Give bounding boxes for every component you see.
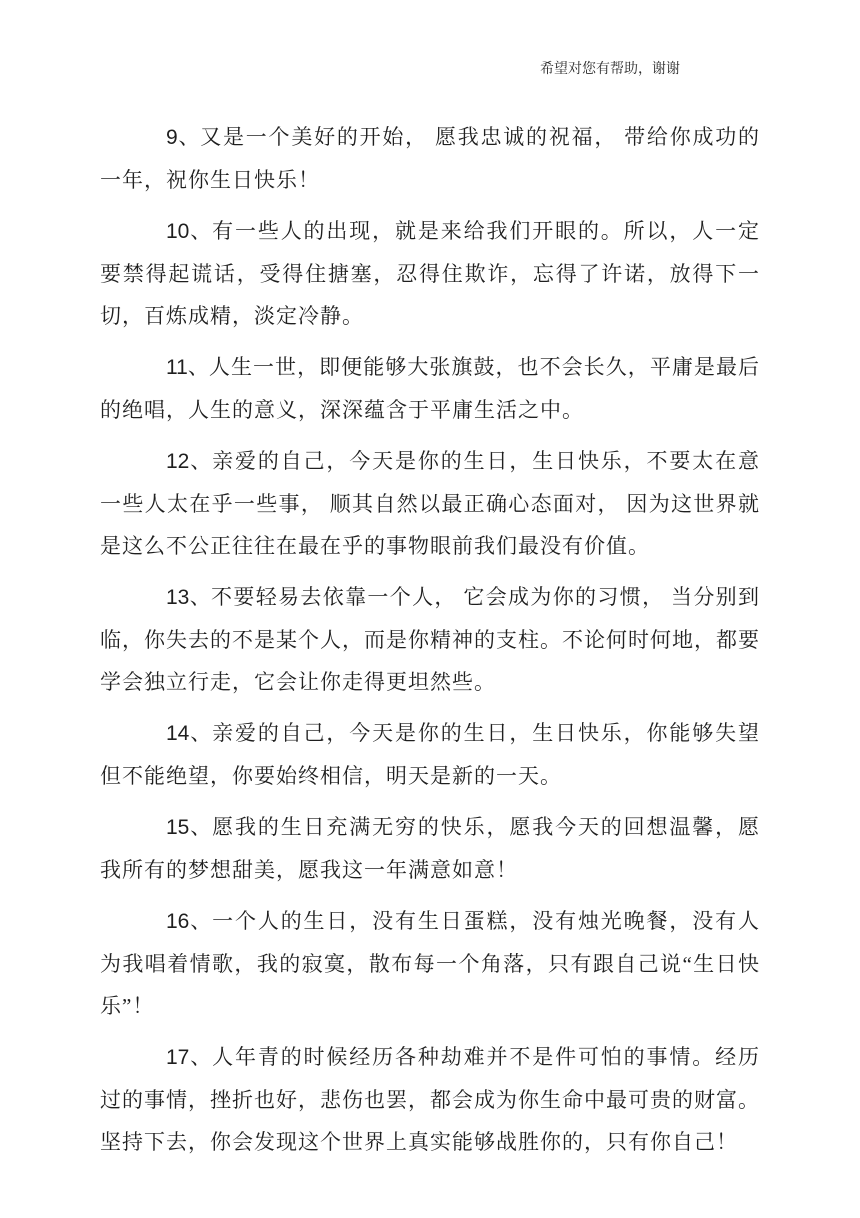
item-text: 一个人的生日，没有生日蛋糕，没有烛光晚餐，没有人为我唱着情歌，我的寂寞，散布每一个角落，只有跟自己说“生日快乐”！ [100,909,761,1018]
item-text: 亲爱的自己，今天是你的生日，生日快乐，你能够失望但不能绝望，你要始终相信，明天是新的一天。 [100,721,761,788]
item-text: 有一些人的出现，就是来给我们开眼的。所以，人一定要禁得起谎话，受得住搪塞，忍得住欺诈，忘得了许诺，放得下一切，百炼成精，淡定冷静。 [100,219,761,328]
paragraph-item-9 [100,116,760,201]
paragraph-item-12 [100,440,760,567]
paragraph-item-16 [100,900,760,1027]
item-text: 人生一世，即便能够大张旗鼓，也不会长久，平庸是最后的绝唱，人生的意义，深深蕴含于平庸生活之中。 [100,355,761,422]
paragraph-item-11 [100,346,760,431]
paragraph-item-14 [100,712,760,797]
item-number: 12、 [166,450,213,473]
item-number: 9、 [166,126,201,149]
paragraph-item-10 [100,210,760,337]
item-number: 14、 [166,722,213,745]
paragraph-item-15 [100,806,760,891]
header-note: 希望对您有帮助，谢谢 [540,62,680,77]
item-number: 17、 [166,1046,213,1069]
paragraph-item-13 [100,576,760,703]
item-text: 又是一个美好的开始， 愿我忠诚的祝福， 带给你成功的一年，祝你生日快乐！ [100,125,761,192]
item-text: 亲爱的自己，今天是你的生日，生日快乐，不要太在意一些人太在乎一些事， 顺其自然以最正确心态面对， 因为这世界就是这么不公正往往在最在乎的事物眼前我们最没有价值。 [100,449,761,558]
item-number: 11、 [166,356,209,379]
item-text: 人年青的时候经历各种劫难并不是件可怕的事情。经历过的事情，挫折也好，悲伤也罢，都会成为你生命中最可贵的财富。坚持下去，你会发现这个世界上真实能够战胜你的，只有你自己！ [100,1045,761,1154]
item-number: 15、 [166,816,213,839]
item-text: 不要轻易去依靠一个人， 它会成为你的习惯， 当分别到临，你失去的不是某个人，而是你精神的支柱。不论何时何地，都要学会独立行走，它会让你走得更坦然些。 [100,585,761,694]
paragraph-item-17 [100,1036,760,1163]
item-number: 16、 [166,910,213,933]
item-number: 10、 [166,220,213,243]
item-number: 13、 [166,586,212,609]
item-text: 愿我的生日充满无穷的快乐，愿我今天的回想温馨，愿我所有的梦想甜美，愿我这一年满意如意！ [100,815,761,882]
